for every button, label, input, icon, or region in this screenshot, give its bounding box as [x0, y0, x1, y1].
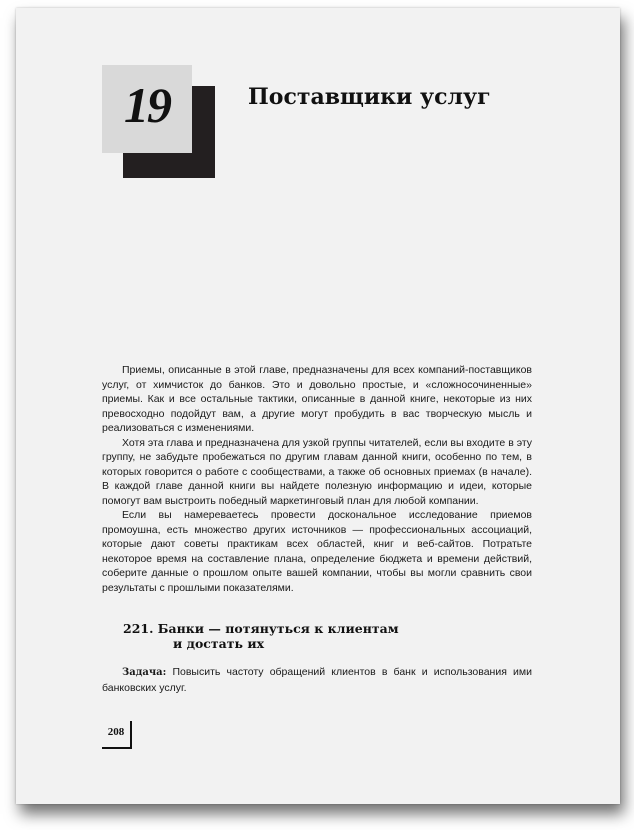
section-heading [123, 621, 523, 651]
section-heading-line1: 221. Банки — потянуться к клиентам [123, 621, 399, 636]
task-paragraph [102, 665, 532, 695]
intro-text [102, 363, 532, 595]
chapter-number-box [102, 65, 192, 153]
chapter-number: 19 [124, 77, 170, 133]
page-number: 208 [102, 721, 132, 749]
chapter-title: Поставщики услуг [248, 84, 491, 110]
task-text: Повысить частоту обращений клиентов в банк и использования ими банковских услуг. [102, 666, 532, 694]
intro-paragraph: Хотя эта глава и предназначена для узкой группы читателей, если вы входите в эту группу, не забудьте пробежаться по другим главам данной книги, особенно по тем, в которых говорится о работе с сообществами, а также об основных приемах (в начале). В каждой главе данной книги вы найдете полезную информацию и идеи, которые помогут вам выстроить победный маркетинговый план для любой компании. [102, 436, 532, 507]
section-heading-line2: и достать их [173, 636, 265, 651]
task-label: Задача: [122, 667, 167, 678]
intro-paragraph: Если вы намереваетесь провести доскональное исследование приемов промоушна, есть множество других источников — профессиональных ассоциаций, которые дают советы практикам всех областей, книг и веб-сайтов. Потратьте некоторое время на составление плана, определение бюджета и времени действий, соберите данные о прошлом опыте вашей компании, чтобы вы могли сравнить свои результаты с прошлыми показателями. [102, 509, 532, 594]
book-page [16, 8, 620, 804]
intro-paragraph: Приемы, описанные в этой главе, предназначены для всех компаний-поставщиков услуг, от химчисток до банков. Это и довольно простые, и «сложносочиненные» приемы. Как и все остальные тактики, описанные в данной книге, некоторые из них превосходно подойдут вам, а другие могут пробудить в вас творческую мысль и реализоваться с изменениями. [102, 364, 532, 434]
